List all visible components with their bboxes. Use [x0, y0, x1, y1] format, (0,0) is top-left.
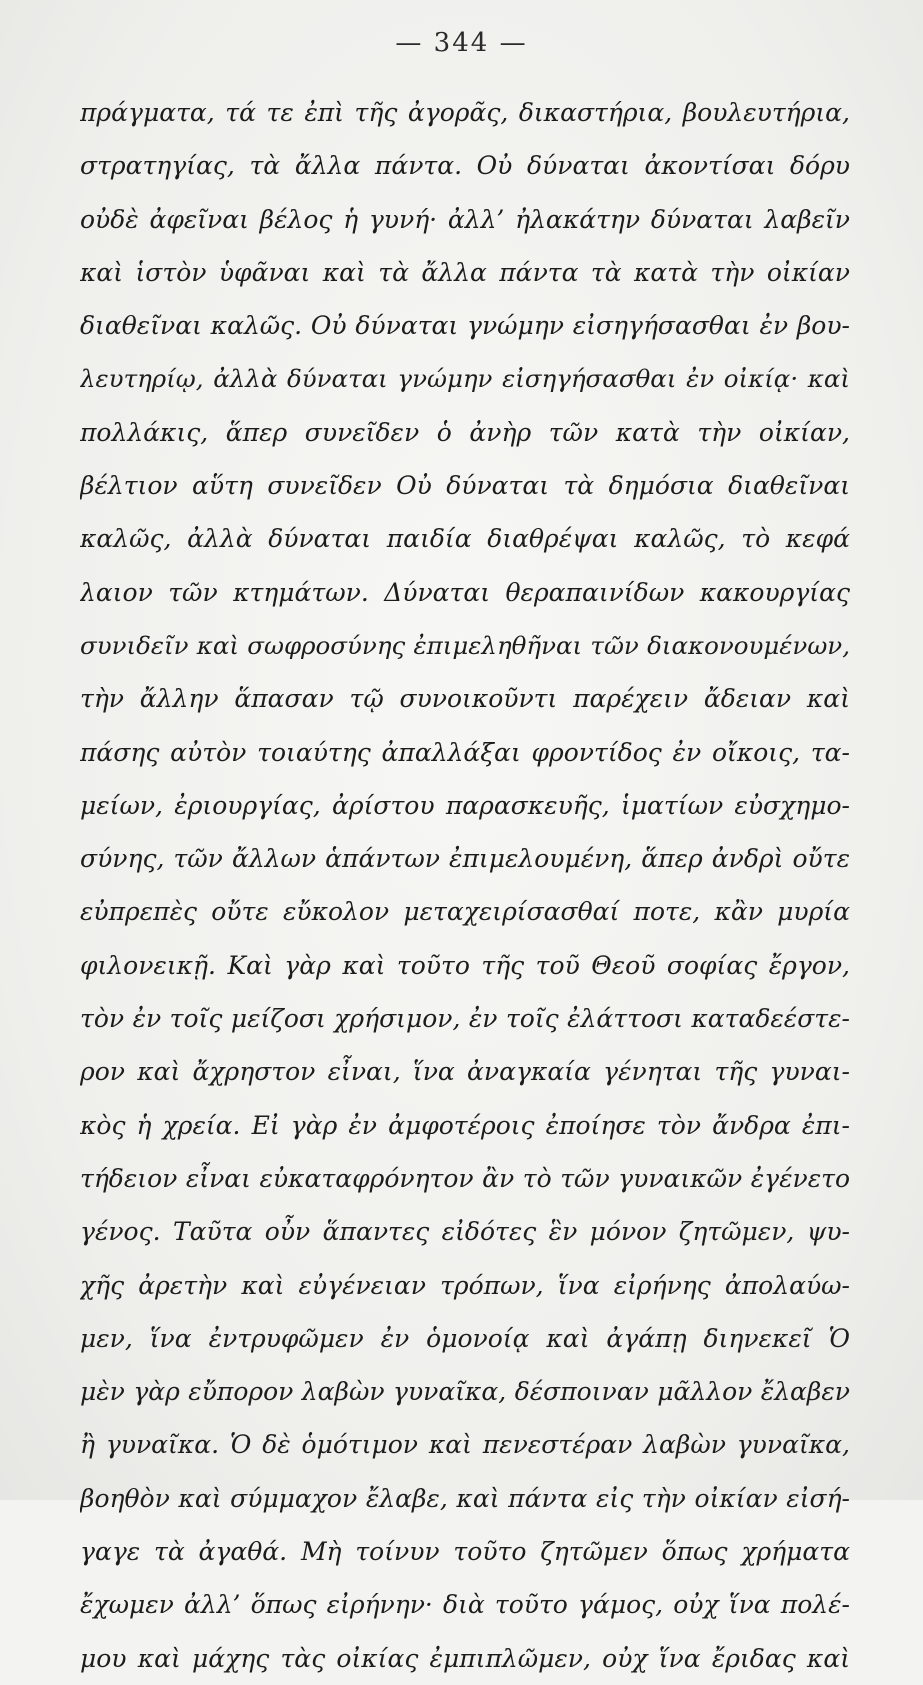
text-line: εὐπρεπὲς οὔτε εὔκολον μεταχειρίσασθαί ποτε, κἂν μυρία: [80, 897, 850, 927]
text-line: γένος. Ταῦτα οὖν ἅπαντες εἰδότες ἓν μόνον ζητῶμεν, ψυ-: [80, 1217, 850, 1247]
text-line: μεν, ἵνα ἐντρυφῶμεν ἐν ὁμονοίᾳ καὶ ἀγάπῃ διηνεκεῖ Ὁ: [80, 1323, 850, 1353]
text-line: συνιδεῖν καὶ σωφροσύνης ἐπιμεληθῆναι τῶν διακονουμένων,: [80, 630, 850, 660]
text-line: γαγε τὰ ἀγαθά. Μὴ τοίνυν τοῦτο ζητῶμεν ὅπως χρήματα: [80, 1537, 850, 1567]
text-line: λευτηρίῳ, ἀλλὰ δύναται γνώμην εἰσηγήσασθαι ἐν οἰκίᾳ· καὶ: [80, 364, 850, 394]
text-line: φιλονεικῇ. Καὶ γὰρ καὶ τοῦτο τῆς τοῦ Θεοῦ σοφίας ἔργον,: [80, 950, 850, 980]
text-line: τὴν ἄλλην ἅπασαν τῷ συνοικοῦντι παρέχειν ἄδειαν καὶ: [80, 684, 850, 714]
text-line: τήδειον εἶναι εὐκαταφρόνητον ἂν τὸ τῶν γυναικῶν ἐγένετο: [80, 1163, 850, 1193]
text-line: πολλάκις, ἅπερ συνεῖδεν ὁ ἀνὴρ τῶν κατὰ τὴν οἰκίαν,: [80, 417, 850, 447]
text-line: λαιον τῶν κτημάτων. Δύναται θεραπαινίδων κακουργίας: [80, 577, 850, 607]
text-line: βέλτιον αὕτη συνεῖδεν Οὐ δύναται τὰ δημόσια διαθεῖναι: [80, 471, 850, 501]
text-line: μου καὶ μάχης τὰς οἰκίας ἐμπιπλῶμεν, οὐχ ἵνα ἔριδας καὶ: [80, 1643, 850, 1673]
text-line: ἢ γυναῖκα. Ὁ δὲ ὁμότιμον καὶ πενεστέραν λαβὼν γυναῖκα,: [80, 1430, 850, 1460]
text-line: καλῶς, ἀλλὰ δύναται παιδία διαθρέψαι καλῶς, τὸ κεφά: [80, 524, 850, 554]
text-line: οὐδὲ ἀφεῖναι βέλος ἡ γυνή· ἀλλ’ ἠλακάτην δύναται λαβεῖν: [80, 204, 850, 234]
text-line: χῆς ἀρετὴν καὶ εὐγένειαν τρόπων, ἵνα εἰρήνης ἀπολαύω-: [80, 1270, 850, 1300]
text-line: μὲν γὰρ εὔπορον λαβὼν γυναῖκα, δέσποιναν μᾶλλον ἔλαβεν: [80, 1377, 850, 1407]
text-line: κὸς ἡ χρεία. Εἰ γὰρ ἐν ἀμφοτέροις ἐποίησε τὸν ἄνδρα ἐπι-: [80, 1110, 850, 1140]
text-line: στρατηγίας, τὰ ἄλλα πάντα. Οὐ δύναται ἀκοντίσαι δόρυ: [80, 151, 850, 181]
text-line: διαθεῖναι καλῶς. Οὐ δύναται γνώμην εἰσηγήσασθαι ἐν βου-: [80, 311, 850, 341]
text-line: τὸν ἐν τοῖς μείζοσι χρήσιμον, ἐν τοῖς ἐλάττοσι καταδεέστε-: [80, 1004, 850, 1034]
page-number: — 344 —: [395, 28, 528, 58]
text-line: πράγματα, τά τε ἐπὶ τῆς ἀγορᾶς, δικαστήρια, βουλευτήρια,: [80, 98, 850, 127]
text-line: ἔχωμεν ἀλλ’ ὅπως εἰρήνην· διὰ τοῦτο γάμος, οὐχ ἵνα πολέ-: [80, 1590, 850, 1620]
text-line: μείων, ἐριουργίας, ἀρίστου παρασκευῆς, ἱματίων εὐσχημο-: [80, 790, 850, 820]
text-line: καὶ ἱστὸν ὑφᾶναι καὶ τὰ ἄλλα πάντα τὰ κατὰ τὴν οἰκίαν: [80, 257, 850, 287]
page-body-text: [80, 86, 850, 1685]
text-line: σύνης, τῶν ἄλλων ἁπάντων ἐπιμελουμένη, ἅπερ ἀνδρὶ οὔτε: [80, 844, 850, 874]
text-line: βοηθὸν καὶ σύμμαχον ἔλαβε, καὶ πάντα εἰς τὴν οἰκίαν εἰσή-: [80, 1483, 850, 1513]
text-line: ρον καὶ ἄχρηστον εἶναι, ἵνα ἀναγκαία γένηται τῆς γυναι-: [80, 1057, 850, 1087]
text-line: πάσης αὐτὸν τοιαύτης ἀπαλλάξαι φροντίδος ἐν οἴκοις, τα-: [80, 737, 850, 767]
